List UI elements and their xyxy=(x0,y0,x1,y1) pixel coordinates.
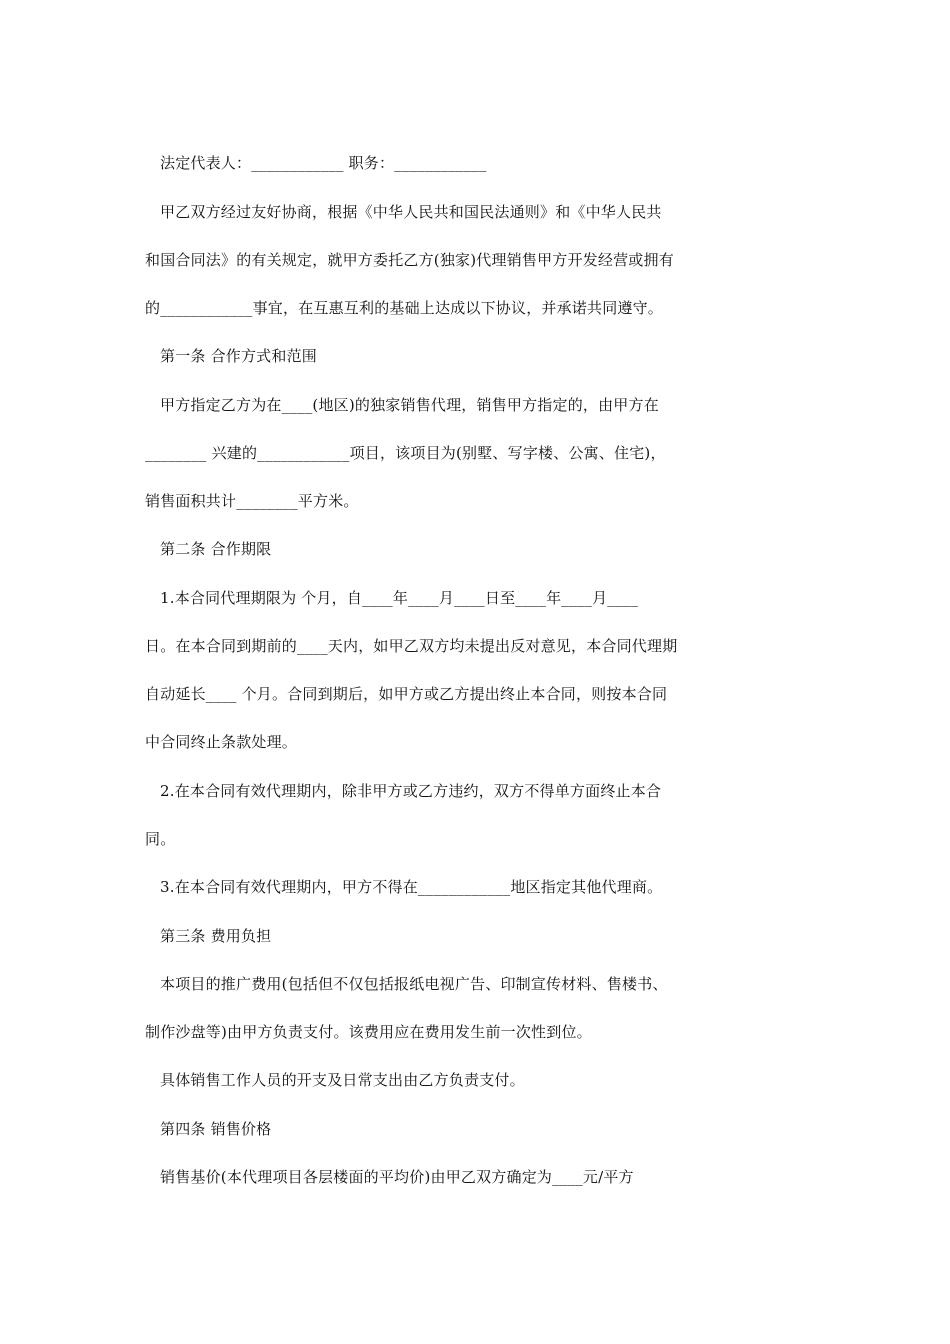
article-heading: 第二条 合作期限 xyxy=(160,540,272,558)
paragraph-line: 制作沙盘等)由甲方负责支付。该费用应在费用发生前一次性到位。 xyxy=(145,1023,592,1041)
paragraph-line: 具体销售工作人员的开支及日常支出由乙方负责支付。 xyxy=(160,1071,525,1089)
paragraph-line: 甲乙双方经过友好协商，根据《中华人民共和国民法通则》和《中华人民共 xyxy=(160,203,662,221)
article-heading: 第四条 销售价格 xyxy=(160,1120,272,1138)
paragraph-line: 的____________事宜，在互惠互利的基础上达成以下协议，并承诺共同遵守。 xyxy=(145,299,664,317)
paragraph-line: ________ 兴建的____________项目，该项目为(别墅、写字楼、公寓、住宅)， xyxy=(145,444,666,462)
legal-representative-line: 法定代表人：____________ 职务：____________ xyxy=(160,154,487,172)
article-heading: 第三条 费用负担 xyxy=(160,927,272,945)
paragraph-line: 销售基价(本代理项目各层楼面的平均价)由甲乙双方确定为____元/平方 xyxy=(160,1168,634,1186)
clause-line: 日。在本合同到期前的____天内，如甲乙双方均未提出反对意见，本合同代理期 xyxy=(145,637,678,655)
clause-line: 同。 xyxy=(145,830,176,848)
paragraph-line: 甲方指定乙方为在____(地区)的独家销售代理，销售甲方指定的，由甲方在 xyxy=(160,396,659,414)
clause-line: 2.在本合同有效代理期内，除非甲方或乙方违约，双方不得单方面终止本合 xyxy=(160,782,662,800)
clause-line: 3.在本合同有效代理期内，甲方不得在____________地区指定其他代理商。 xyxy=(160,878,663,896)
paragraph-line: 本项目的推广费用(包括但不仅包括报纸电视广告、印制宣传材料、售楼书、 xyxy=(160,975,668,993)
paragraph-line: 和国合同法》的有关规定，就甲方委托乙方(独家)代理销售甲方开发经营或拥有 xyxy=(145,251,674,269)
clause-line: 1.本合同代理期限为 个月，自____年____月____日至____年____月____ xyxy=(160,589,639,607)
paragraph-line: 销售面积共计________平方米。 xyxy=(145,492,359,510)
article-heading: 第一条 合作方式和范围 xyxy=(160,347,317,365)
clause-line: 自动延长____ 个月。合同到期后，如甲方或乙方提出终止本合同，则按本合同 xyxy=(145,685,668,703)
clause-line: 中合同终止条款处理。 xyxy=(145,733,298,751)
